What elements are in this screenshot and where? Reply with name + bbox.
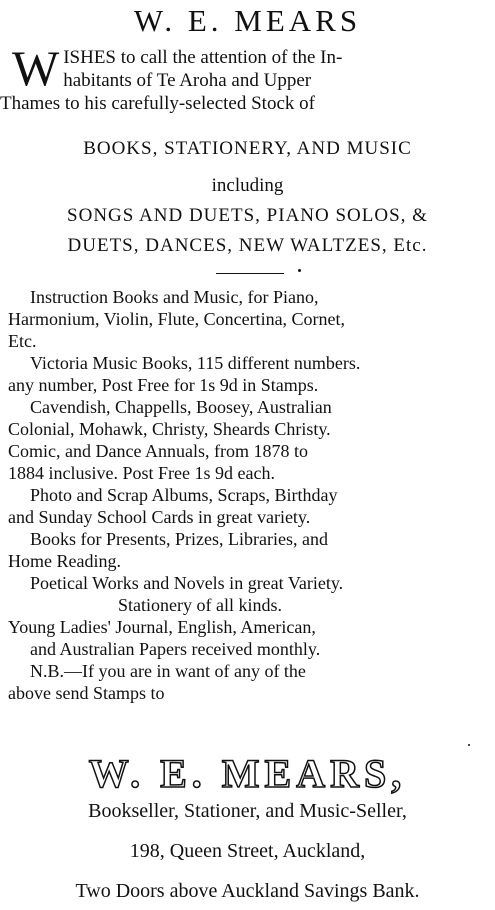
item-line: Comic, and Dance Annuals, from 1878 to [8,441,308,461]
headline-books-stationery-music: BOOKS, STATIONERY, AND MUSIC [83,138,412,159]
item-line: Stationery of all kinds. [118,595,282,615]
headline-including: including [211,175,284,196]
list-item-instruction-books [8,286,488,352]
divider-dot [298,269,301,272]
advertiser-banner: W. E. MEARS, [88,751,407,796]
item-line: N.B.—If you are in want of any of the [30,661,306,681]
item-line: Poetical Works and Novels in great Variety. [30,573,344,593]
list-item-victoria-music-books [8,352,488,396]
item-line: and Australian Papers received monthly. [30,639,321,659]
headline-songs-line-1: SONGS AND DUETS, PIANO SOLOS, & [67,205,428,226]
item-line: and Sunday School Cards in great variety. [8,507,311,527]
section-divider [216,273,284,274]
street-address: 198, Queen Street, Auckland, [129,840,366,862]
intro-line: habitants of Te Aroha and Upper [63,70,312,91]
item-line: Cavendish, Chappells, Boosey, Australian [30,397,332,417]
item-line: 1884 inclusive. Post Free 1s 9d each. [8,463,275,483]
headline-songs-line-2: DUETS, DANCES, NEW WALTZES, Etc. [67,235,428,256]
intro-line: ISHES to call the attention of the In- [63,47,343,68]
item-line: above send Stamps to [8,683,165,703]
list-item-papers [8,616,488,660]
list-item-publishers [8,396,488,440]
item-line: Etc. [8,331,37,351]
item-line: Home Reading. [8,551,121,571]
item-line: Harmonium, Violin, Flute, Concertina, Cornet, [8,309,346,329]
item-line: Photo and Scrap Albums, Scraps, Birthday [30,485,338,505]
intro-line: Thames to his carefully-selected Stock of [0,93,315,114]
print-speck [468,744,470,746]
item-line: Victoria Music Books, 115 different numbers. [30,353,361,373]
item-line: Instruction Books and Music, for Piano, [30,287,319,307]
list-item-annuals [8,440,488,484]
advertiser-title: W. E. MEARS [133,3,362,38]
list-item-albums-cards [8,484,488,528]
list-item-poetical-works [8,572,488,616]
item-line: Books for Presents, Prizes, Libraries, and [30,529,328,549]
intro-paragraph [0,40,486,115]
item-line: Colonial, Mohawk, Christy, Sheards Christy. [8,419,331,439]
drop-cap: W [12,40,60,96]
list-item-nota-bene [8,660,488,704]
list-item-presents-prizes [8,528,488,572]
item-line: any number, Post Free for 1s 9d in Stamps. [8,375,319,395]
location-note: Two Doors above Auckland Savings Bank. [75,880,420,902]
item-line: Young Ladies' Journal, English, American, [8,617,316,637]
trade-description: Bookseller, Stationer, and Music-Seller, [88,800,407,822]
